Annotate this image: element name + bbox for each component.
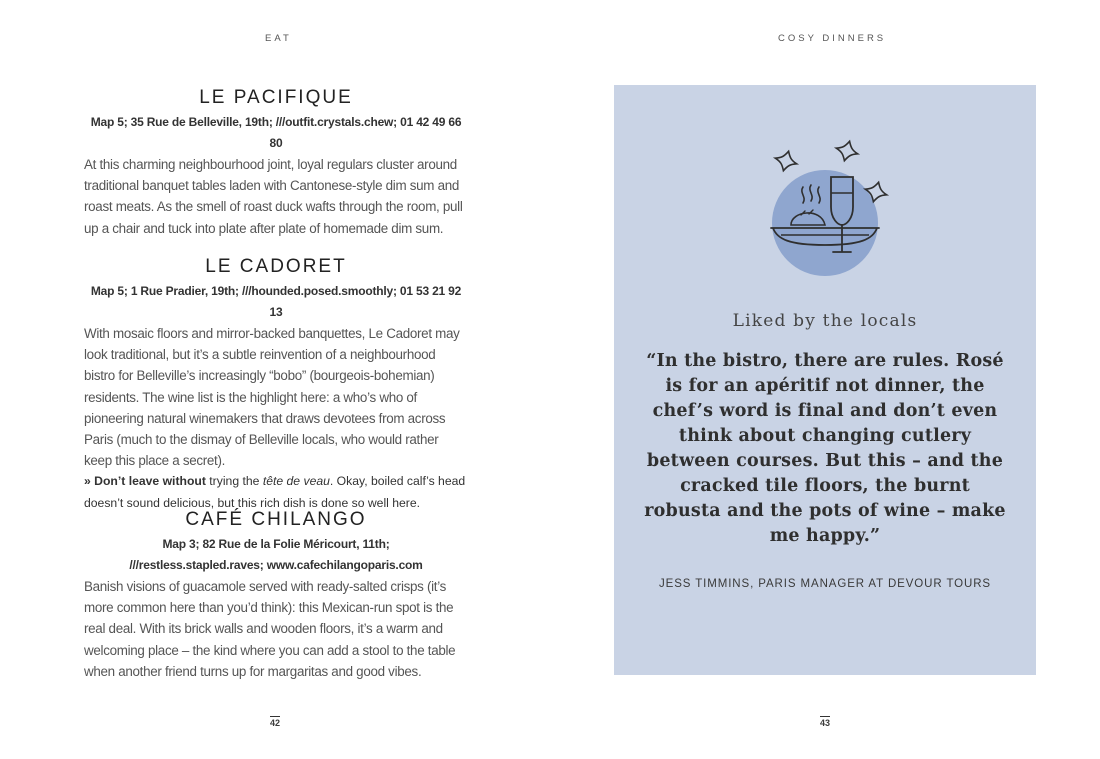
local-quote: “In the bistro, there are rules. Rosé is for an apéritif not dinner, the chef’s word is final and don’t even think about changing cutlery between courses. But this – and the cracked tile floors, the burnt robusta and the pots of wine – make me happy.”	[644, 351, 1006, 546]
entry-body: At this charming neighbourhood joint, loyal regulars cluster around traditional banquet tables laden with Cantonese-style dim sum and roast meats. As the smell of roast duck wafts through the room, pull up a chair and tuck into plate after plate of homemade dim sum.	[84, 157, 463, 236]
entry-title: LE PACIFIQUE	[199, 87, 353, 108]
entry-meta: Map 5; 1 Rue Pradier, 19th; ///hounded.posed.smoothly; 01 53 21 92 13	[90, 284, 462, 319]
entry-title: LE CADORET	[205, 256, 347, 277]
entry-body: Banish visions of guacamole served with ready-salted crisps (it’s more common here than you’d think): this Mexican-run spot is the real deal. With its brick walls and wooden floors, it’s a warm and welcoming place – the kind where you can add a stool to the table when another friend turns up for margaritas and good vibes.	[84, 579, 456, 679]
tip-label: Don’t leave without	[94, 474, 206, 489]
double-chevron-icon: »	[84, 474, 91, 489]
dinner-wine-icon	[755, 137, 895, 287]
tip-text: . Okay, boiled calf’s head doesn’t sound delicious, but this rich dish is done so well here.	[84, 474, 466, 510]
dont-leave-without-tip	[84, 471, 468, 513]
running-head-right: COSY DINNERS	[778, 33, 887, 44]
entry-body: With mosaic floors and mirror-backed banquettes, Le Cadoret may look traditional, but it’s a subtle reinvention of a neighbourhood bistro for Belleville’s increasingly “bobo” (bourgeois-bohemian) residents. The wine list is the highlight here: a who’s who of pioneering natural winemakers that draws devotees from across Paris (much to the dismay of Belleville locals, who would rather keep this place a secret).	[84, 326, 460, 469]
page-number-right: 43	[820, 718, 831, 728]
entry-cafe-chilango	[84, 509, 468, 682]
tip-text: trying the	[205, 474, 263, 489]
page-number-left: 42	[270, 718, 281, 728]
entry-meta	[84, 534, 468, 576]
entry-meta-line: ///restless.stapled.raves; www.cafechilangoparis.com	[129, 558, 423, 572]
entry-meta-line: Map 3; 82 Rue de la Folie Méricourt, 11th;	[162, 537, 390, 551]
locals-quote-panel	[614, 85, 1036, 675]
quote-attribution: JESS TIMMINS, PARIS MANAGER AT DEVOUR TOURS	[658, 578, 991, 590]
entry-le-cadoret	[84, 256, 468, 514]
entry-meta: Map 5; 35 Rue de Belleville, 19th; ///outfit.crystals.chew; 01 42 49 66 80	[90, 115, 462, 150]
entry-le-pacifique	[84, 87, 468, 239]
running-head-left: EAT	[265, 33, 292, 44]
panel-heading: Liked by the locals	[732, 311, 918, 331]
tip-emphasis: tête de veau	[262, 474, 330, 489]
entry-title: CAFÉ CHILANGO	[185, 509, 367, 530]
